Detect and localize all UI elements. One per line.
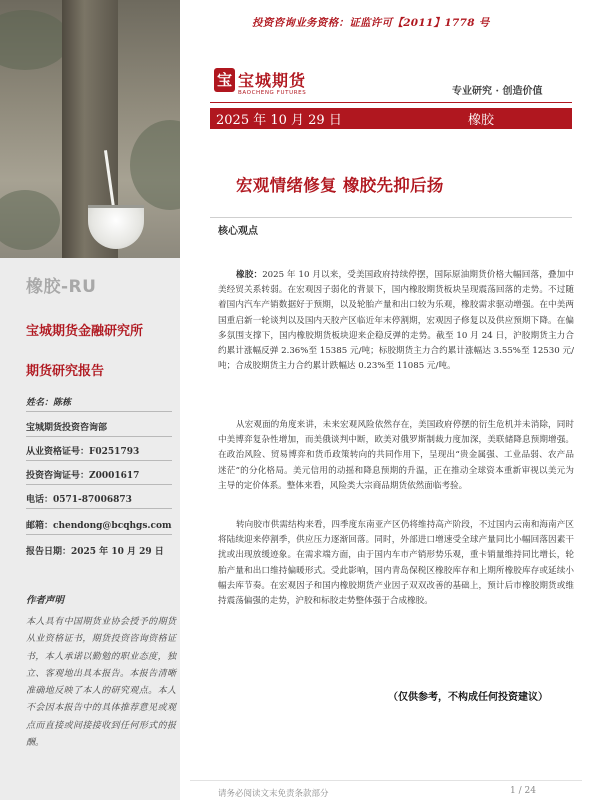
banner-date: 2025 年 10 月 29 日 [216,113,342,128]
paragraph-text: 从宏观面的角度来讲，未来宏观风险依然存在，美国政府停摆的衍生危机并未消除，同时中美博弈复杂性增加，而美俄谈判中断，欧美对俄罗斯制裁力度加深，美联储降息预期增强。在政治风险、贸易博弈和货币政策转向的共同作用下，呈现出“贵金属强、工业品弱、农产品迷茫”的分化格局。美元信用的动摇和降息预期的升温，正在推动全球资本重新审视以美元为主导的定价体系。整体来看，风险类大宗商品期货依然面临考验。 [218,420,574,491]
date-banner [210,108,572,129]
statement-title: 作者声明 [26,595,65,606]
divider [26,534,172,535]
paragraph-summary [218,268,574,374]
logo-cn-text: 宝城期货 [238,71,307,90]
product-code: 橡胶-RU [26,277,97,297]
divider [26,436,172,437]
divider [26,484,172,485]
author-name: 姓名：陈栋 [26,398,72,408]
core-view-heading: 核心观点 [218,226,258,237]
license-line: 投资咨询业务资格：证监许可【2011】1778 号 [252,17,490,29]
author-dept: 宝城期货投资咨询部 [26,423,108,433]
email-address[interactable]: 邮箱：chendong@bcqhgs.com [26,521,172,531]
sidebar [0,0,180,800]
report-date: 报告日期：2025 年 10 月 29 日 [26,547,164,557]
footer-note: 请务必阅读文末免责条款部分 [218,789,329,799]
paragraph-lead: 橡胶： [236,270,263,280]
qualification-number: 从业资格证号：F0251793 [26,447,140,457]
paragraph-text: 2025 年 10 月以来，受美国政府持续停摆，国际原油期货价格大幅回落，叠加中美经贸关系转弱。在宏观因子弱化的背景下，国内橡胶期货板块呈现震荡回落的走势。不过随着国内汽车产销数据好于预期，以及轮胎产量和出口较为乐观，橡胶需求驱动增强。在中美两国重启新一轮谈判以及国内天胶产区临近年末停割期，宏观因子修复以及供应预期下降。在偏多氛围支撑下，国内橡胶期货板块迎来企稳反弹的走势。截至 10 月 24 日，沪胶期货主力合约累计涨幅反弹 2.36%至 15385 元/吨；标胶期货主力合约累计涨幅达 3.55%至 12530 元/吨；合成胶期货主力合约累计跌幅达 0.23%至 11085 元/吨。 [218,270,574,372]
page-number: 1 / 24 [510,786,536,796]
paragraph-fundamentals [218,518,574,609]
divider [26,460,172,461]
paragraph-macro [218,418,574,494]
header-rule [210,102,572,103]
institute-name: 宝城期货金融研究所 [26,324,144,339]
company-logo [214,66,344,102]
banner-variety: 橡胶 [468,113,495,128]
divider [26,508,172,509]
disclaimer: （仅供参考，不构成任何投资建议） [388,692,548,703]
rubber-tree-photo [0,0,180,258]
consulting-number: 投资咨询证号：Z0001617 [26,471,140,481]
title-rule [210,217,572,218]
logo-mark: 宝 [214,68,235,92]
slogan: 专业研究 · 创造价值 [452,86,543,97]
report-type: 期货研究报告 [26,364,105,379]
footer-rule [190,780,582,781]
author-statement: 本人具有中国期货业协会授予的期货从业资格证书，期货投资咨询资格证书，本人承诺以勤勉的职业态度，独立、客观地出具本报告。本报告清晰准确地反映了本人的研究观点。本人不会因本报告中的具体推荐意见或观点而直接或间接接收到任何形式的报酬。 [26,617,176,749]
phone-number: 电话：0571-87006873 [26,495,132,505]
divider [26,411,172,412]
logo-en-text: BAOCHENG FUTURES [238,90,307,96]
paragraph-text: 转向胶市供需结构来看，四季度东南亚产区仍将维持高产阶段，不过国内云南和海南产区将陆续迎来停割季，供应压力逐渐回落。同时，外部进口增速受全球产量同比小幅回落因素干扰或出现放缓迹象。在需求端方面，由于国内车市产销形势乐观，重卡销量维持同比增长，轮胎产量和出口维持偏暖形式。受此影响，国内青岛保税区橡胶库存和上期所橡胶库存或延续小幅去库节奏。在宏观因子和国内橡胶期货产业因子双双改善的基础上，预计后市橡胶期货或维持震荡偏强的走势，沪胶和标胶走势整体强于合成橡胶。 [218,520,574,607]
report-title: 宏观情绪修复 橡胶先抑后扬 [236,176,444,195]
